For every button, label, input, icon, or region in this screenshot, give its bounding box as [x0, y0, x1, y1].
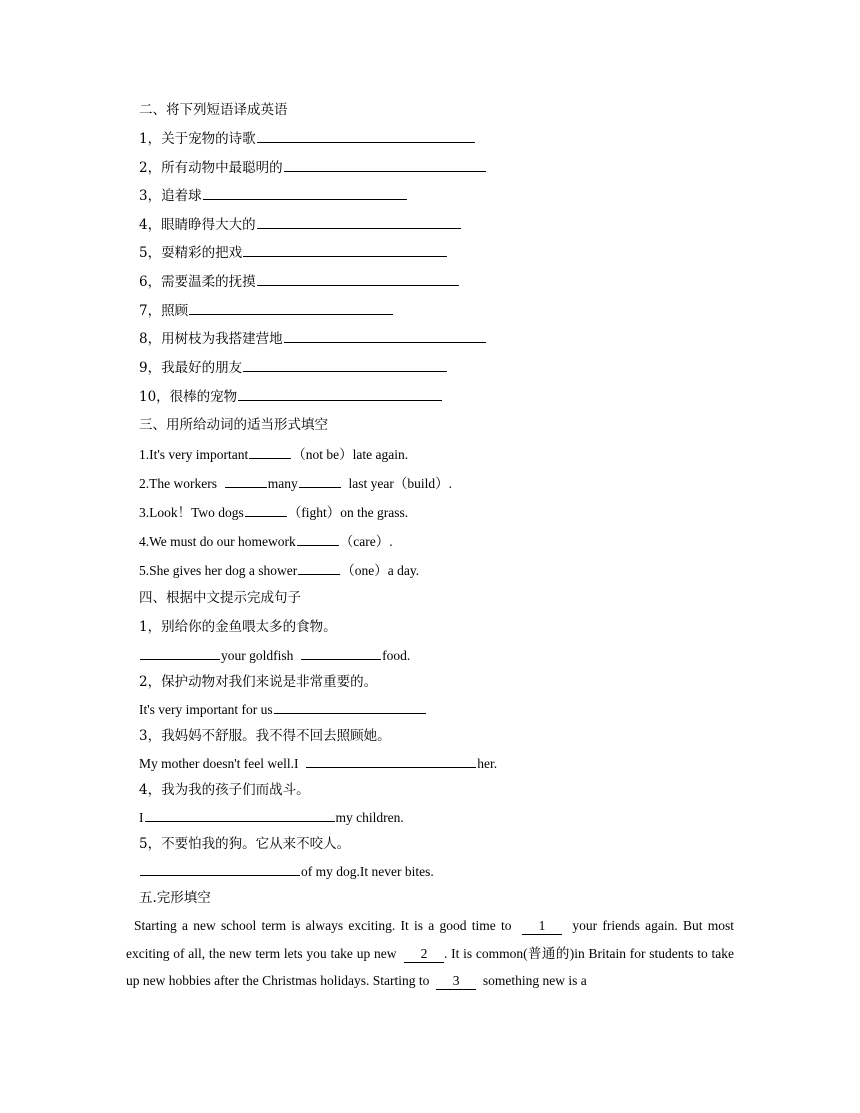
sentence-5-english [139, 860, 434, 884]
answer-blank[interactable] [306, 752, 476, 768]
translation-item-4 [139, 213, 462, 237]
sentence-text: of my dog.It never bites. [301, 864, 434, 879]
sentence-2-english [139, 698, 427, 722]
question-text: 4.We must do our homework [139, 534, 296, 549]
question-hint: last year（build）. [348, 476, 452, 491]
cloze-blank-1[interactable]: 1 [522, 918, 562, 935]
question-hint: （not be）late again. [292, 447, 409, 462]
sentence-1-english [139, 644, 410, 668]
item-label: 10，很棒的宠物 [139, 389, 238, 405]
answer-blank[interactable] [257, 213, 461, 229]
passage-text: your friends again. But most exciting of all, the new term lets you take up new [126, 918, 734, 961]
verb-question-5 [139, 559, 419, 583]
section-2-heading: 二、将下列短语译成英语 [139, 102, 288, 118]
answer-blank[interactable] [189, 299, 393, 315]
translation-item-8 [139, 327, 487, 351]
translation-item-10 [139, 385, 443, 409]
verb-question-2 [139, 472, 452, 496]
answer-blank[interactable] [284, 327, 486, 343]
question-hint: （one）a day. [341, 563, 420, 578]
sentence-text: It's very important for us [139, 702, 273, 717]
question-text: 3.Look！Two dogs [139, 505, 244, 520]
translation-item-3 [139, 184, 408, 208]
question-text: 5.She gives her dog a shower [139, 563, 298, 578]
question-text: 1.It's very important [139, 447, 249, 462]
sentence-4-english [139, 806, 404, 830]
answer-blank[interactable] [299, 472, 341, 488]
sentence-text: I [139, 810, 144, 825]
sentence-4-chinese: 4，我为我的孩子们而战斗。 [139, 782, 310, 798]
item-label: 1，关于宠物的诗歌 [139, 131, 256, 147]
section-4-heading: 四、根据中文提示完成句子 [139, 590, 301, 606]
answer-blank[interactable] [257, 127, 475, 143]
translation-item-5 [139, 241, 448, 265]
answer-blank[interactable] [243, 241, 447, 257]
item-label: 9，我最好的朋友 [139, 360, 243, 376]
answer-blank[interactable] [284, 156, 486, 172]
item-label: 2，所有动物中最聪明的 [139, 160, 283, 176]
verb-question-1 [139, 443, 408, 467]
sentence-5-chinese: 5，不要怕我的狗。它从来不咬人。 [139, 836, 351, 852]
answer-blank[interactable] [249, 443, 291, 459]
item-label: 3，追着球 [139, 188, 202, 204]
answer-blank[interactable] [140, 644, 220, 660]
answer-blank[interactable] [238, 385, 442, 401]
answer-blank[interactable] [245, 501, 287, 517]
item-label: 7，照顾 [139, 303, 189, 319]
answer-blank[interactable] [140, 860, 300, 876]
answer-blank[interactable] [225, 472, 267, 488]
sentence-text: food. [382, 648, 411, 663]
answer-blank[interactable] [298, 559, 340, 575]
item-label: 8，用树枝为我搭建营地 [139, 331, 283, 347]
translation-item-6 [139, 270, 460, 294]
answer-blank[interactable] [274, 698, 426, 714]
translation-item-2 [139, 156, 487, 180]
answer-blank[interactable] [243, 356, 447, 372]
item-label: 6，需要温柔的抚摸 [139, 274, 256, 290]
translation-item-7 [139, 299, 394, 323]
cloze-blank-2[interactable]: 2 [404, 946, 444, 963]
sentence-text: her. [477, 756, 498, 771]
cloze-passage [126, 912, 734, 995]
question-hint: （care）. [339, 534, 393, 549]
question-hint: （fight）on the grass. [287, 505, 409, 520]
answer-blank[interactable] [297, 530, 339, 546]
answer-blank[interactable] [301, 644, 381, 660]
sentence-2-chinese: 2，保护动物对我们来说是非常重要的。 [139, 674, 378, 690]
verb-question-3 [139, 501, 408, 525]
item-label: 5，耍精彩的把戏 [139, 245, 243, 261]
section-3-heading: 三、用所给动词的适当形式填空 [139, 417, 328, 433]
sentence-1-chinese: 1，别给你的金鱼喂太多的食物。 [139, 619, 337, 635]
verb-question-4 [139, 530, 393, 554]
passage-text: Starting a new school term is always exciting. It is a good time to [134, 918, 512, 933]
question-text: 2.The workers [139, 476, 217, 491]
passage-text: . It is common(普通的)in Britain for students to take up new hobbies after the Christmas holidays. Starting to [126, 945, 734, 988]
section-5-heading: 五.完形填空 [139, 890, 211, 906]
sentence-text: my children. [335, 810, 404, 825]
translation-item-9 [139, 356, 448, 380]
item-label: 4，眼睛睁得大大的 [139, 217, 256, 233]
passage-text: something new is a [482, 973, 587, 988]
answer-blank[interactable] [203, 184, 407, 200]
cloze-blank-3[interactable]: 3 [436, 973, 476, 990]
sentence-text: My mother doesn't feel well.I [139, 756, 299, 771]
translation-item-1 [139, 127, 476, 151]
sentence-3-chinese: 3，我妈妈不舒服。我不得不回去照顾她。 [139, 728, 391, 744]
question-text: many [267, 476, 298, 491]
answer-blank[interactable] [145, 806, 335, 822]
sentence-text: your goldfish [221, 648, 294, 663]
answer-blank[interactable] [257, 270, 459, 286]
sentence-3-english [139, 752, 497, 776]
